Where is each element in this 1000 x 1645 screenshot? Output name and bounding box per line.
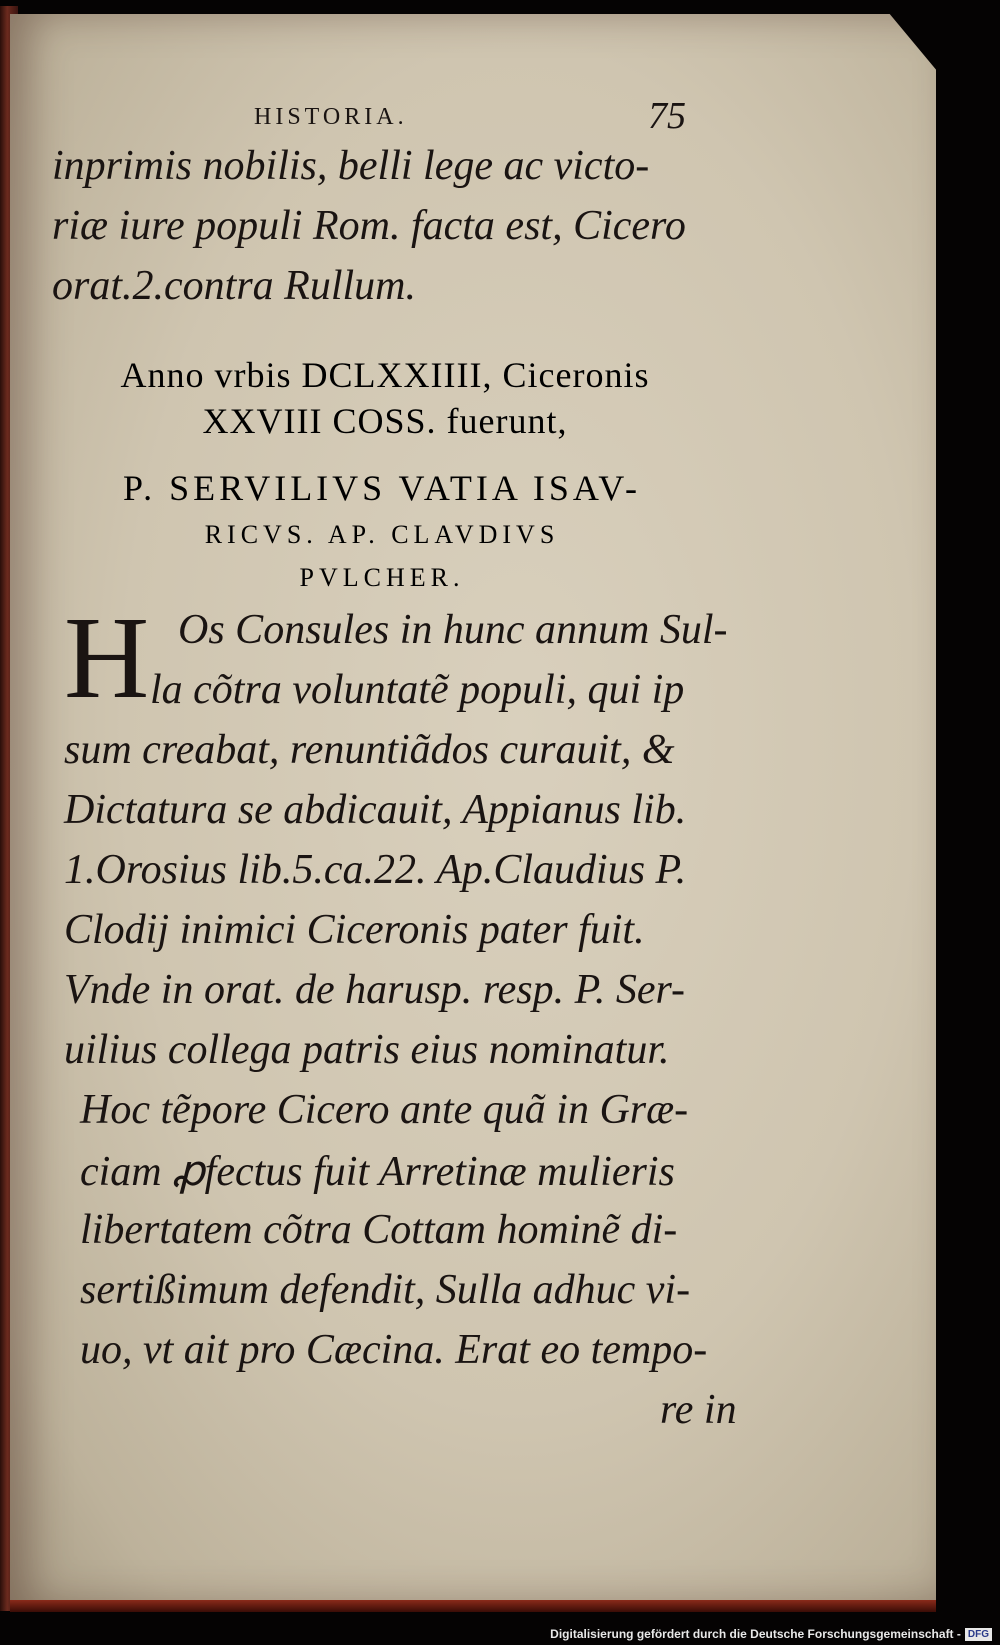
opening-line-3: orat.2.contra Rullum. (52, 263, 416, 309)
year-line-2: XXVIII COSS. fuerunt, (202, 401, 568, 441)
opening-line-2: riæ iure populi Rom. facta est, Cicero (52, 203, 686, 249)
body-line-13: uo, vt ait pro Cæcina. Erat eo tempo- (80, 1327, 708, 1373)
opening-line-1: inprimis nobilis, belli lege ac victo- (52, 143, 650, 189)
body-line-6: Clodij inimici Ciceronis pater fuit. (64, 907, 645, 953)
body-line-4: Dictatura se abdicauit, Appianus lib. (64, 787, 687, 833)
body-line-1: Os Consules in hunc annum Sul- (178, 607, 728, 653)
year-line-1: Anno vrbis DCLXXIIII, Ciceronis (120, 355, 650, 395)
page-number: 75 (648, 95, 686, 137)
credit-text: Digitalisierung gefördert durch die Deutsche Forschungsgemeinschaft - (550, 1627, 961, 1641)
body-line-9: Hoc tẽpore Cicero ante quã in Græ- (80, 1087, 689, 1133)
consul-line-2: RICVS. AP. CLAVDIVS (204, 520, 560, 549)
body-line-5: 1.Orosius lib.5.ca.22. Ap.Claudius P. (64, 847, 687, 893)
body-line-12: sertißimum defendit, Sulla adhuc vi- (80, 1267, 691, 1313)
page-bottom-rim (10, 1600, 936, 1612)
catchword: re in (660, 1387, 737, 1433)
body-line-8: uilius collega patris eius nominatur. (64, 1027, 670, 1073)
drop-cap: H (64, 592, 150, 723)
body-line-2: la cõtra voluntatẽ populi, qui ip (150, 667, 685, 713)
body-line-7: Vnde in orat. de harusp. resp. P. Ser- (64, 967, 685, 1013)
consul-line-1: P. SERVILIVS VATIA ISAV- (123, 468, 641, 508)
body-line-3: sum creabat, renuntiãdos curauit, & (64, 727, 675, 773)
running-head: HISTORIA. (254, 104, 408, 130)
digitization-credit (550, 1627, 992, 1641)
body-line-10: ciam ꝓfectus fuit Arretinæ mulieris (80, 1149, 675, 1195)
dfg-logo: DFG (965, 1628, 992, 1641)
consul-line-3: PVLCHER. (299, 563, 465, 592)
body-line-11: libertatem cõtra Cottam hominẽ di- (80, 1207, 678, 1253)
